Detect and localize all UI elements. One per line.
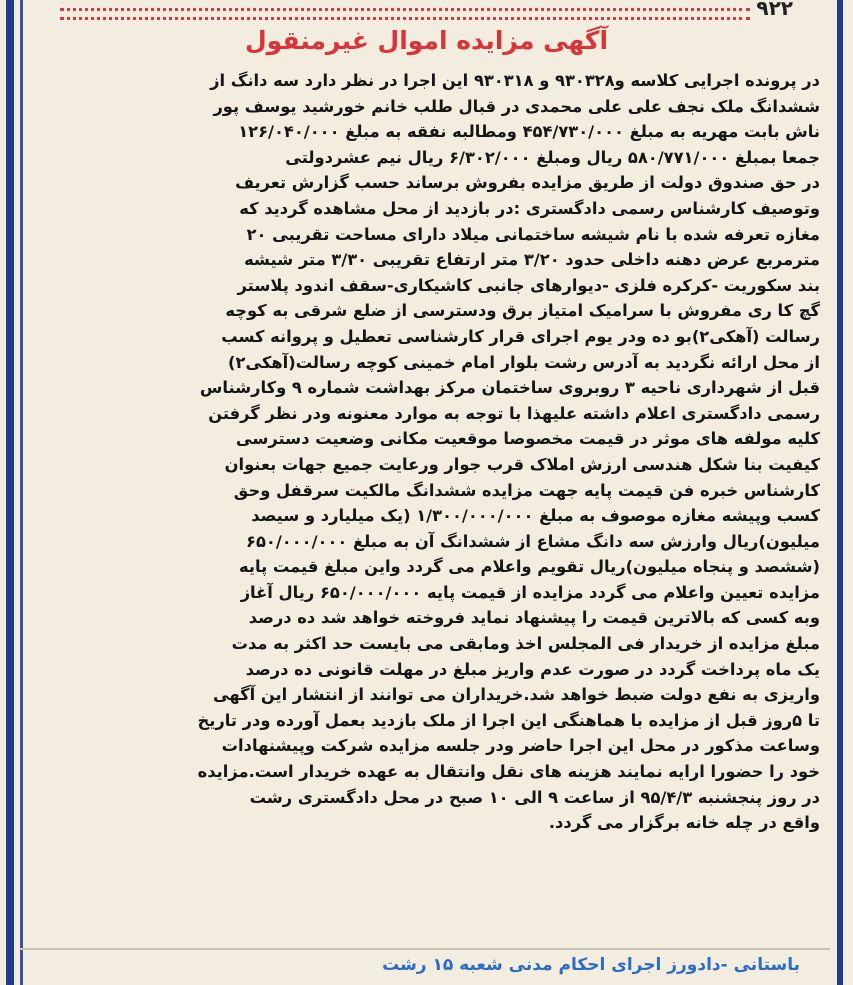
notice-body	[40, 68, 820, 836]
notice-body-line: ششدانگ ملک نجف علی علی محمدی در قبال طلب خانم خورشید یوسف پور	[213, 96, 820, 116]
notice-body-line: بند سکوریت -کرکره فلزی -دیوارهای جانبی کاشیکاری-سقف اندود پلاستر	[237, 275, 820, 295]
notice-body-line: خود را حضورا ارایه نمایند هزینه های نقل وانتقال به عهده خریدار است.مزایده	[197, 762, 820, 782]
notice-signature: باستانی -دادورز اجرای احکام مدنی شعبه ۱۵ رشت	[382, 955, 800, 975]
notice-body-line: جمعا بمبلغ ۵۸۰/۷۷۱/۰۰۰ ریال ومبلغ ۶/۳۰۲/۰۰۰ ریال نیم عشردولتی	[285, 147, 820, 167]
notice-body-line: در روز پنجشنبه ۹۵/۴/۳ از ساعت ۹ الی ۱۰ صبح در محل دادگستری رشت	[249, 787, 820, 807]
notice-body-line: مغازه تعرفه شده با نام شیشه ساختمانی میلاد دارای مساحت تقریبی ۲۰	[246, 224, 820, 244]
notice-body-line: مترمربع عرض دهنه داخلی حدود ۳/۲۰ متر ارتفاع تقریبی ۳/۳۰ متر شیشه	[244, 250, 820, 270]
notice-title: آگهی مزایده اموال غیرمنقول	[244, 26, 609, 55]
bottom-rule	[20, 948, 830, 950]
notice-body-line: واقع در چله خانه برگزار می گردد.	[548, 813, 820, 833]
notice-body-line: کارشناس خبره فن قیمت پایه جهت مزایده ششدانگ مالکیت سرقفل وحق	[233, 480, 820, 500]
notice-body-line: در حق صندوق دولت از طریق مزایده بفروش برساند حسب گزارش تعریف	[235, 173, 820, 193]
notice-body-line: (ششصد و پنجاه میلیون)ریال تقویم واعلام می گردد واین مبلغ قیمت پایه	[239, 557, 820, 577]
left-frame-border	[6, 0, 14, 985]
notice-body-line: وساعت مذکور در محل این اجرا حاضر ودر جلسه مزایده شرکت وپیشنهادات	[221, 736, 820, 756]
notice-body-line: از محل ارائه نگردید به آدرس رشت بلوار امام خمینی کوچه رسالت(آهکی۲)	[228, 352, 820, 372]
notice-body-line: مبلغ مزایده از خریدار فی المجلس اخذ ومابقی می بایست حد اکثر به مدت	[231, 634, 820, 654]
page-number: ۹۲۲	[756, 0, 793, 20]
notice-body-line: گچ کا ری مفروش با سرامیک امتیاز برق ودسترسی از ضلع شرقی به کوچه	[225, 301, 820, 321]
notice-body-line: تا ۵روز قبل از مزایده با هماهنگی این اجرا از ملک بازدید بعمل آورده ودر تاریخ	[197, 710, 820, 730]
top-dotted-rule	[60, 8, 750, 20]
notice-body-line: وتوصیف کارشناس رسمی دادگستری :در بازدید از محل مشاهده گردید که	[239, 198, 820, 218]
notice-body-line: وبه کسی که بالاترین قیمت را پیشنهاد نماید فروخته خواهد شد ده درصد	[248, 608, 820, 628]
notice-body-line: رسالت (آهکی۲)بو ده ودر یوم اجرای قرار کارشناسی تعطیل و پروانه کسب	[221, 326, 820, 346]
notice-body-line: مزایده تعیین واعلام می گردد مزایده از قیمت پایه ۶۵۰/۰۰۰/۰۰۰ ریال آغاز	[240, 582, 820, 602]
notice-body-line: کلیه مولفه های موثر در قیمت مخصوصا موقعیت مکانی وضعیت دسترسی	[235, 429, 820, 449]
notice-body-line: کسب وپیشه مغازه موصوف به مبلغ ۱/۳۰۰/۰۰۰/۰۰۰ (یک میلیارد و سیصد	[251, 506, 820, 526]
right-frame-border	[837, 0, 843, 985]
notice-body-line: رسمی دادگستری اعلام داشته علیهذا با توجه به موارد معنونه ودر نظر گرفتن	[208, 403, 820, 423]
left-frame-inner-border	[20, 0, 23, 985]
notice-body-line: در پرونده اجرایی کلاسه و۹۳۰۳۲۸ و ۹۳۰۳۱۸ این اجرا در نظر دارد سه دانگ از	[210, 71, 820, 90]
notice-body-line: واریزی به نفع دولت ضبط خواهد شد.خریداران می توانند از انتشار این آگهی	[212, 685, 820, 705]
notice-body-line: ناش بابت مهریه به مبلغ ۴۵۴/۷۳۰/۰۰۰ ومطالبه نفقه به مبلغ ۱۲۶/۰۴۰/۰۰۰	[238, 122, 820, 142]
notice-body-line: یک ماه پرداخت گردد در صورت عدم واریز مبلغ در مهلت قانونی ده درصد	[245, 659, 820, 679]
notice-body-line: میلیون)ریال وارزش سه دانگ مشاع از ششدانگ آن به مبلغ ۶۵۰/۰۰۰/۰۰۰	[246, 531, 820, 551]
notice-body-line: کیفیت بنا شکل هندسی ارزش املاک قرب جوار ورعایت جمیع جهات بعنوان	[224, 454, 820, 474]
notice-body-line: قبل از شهرداری ناحیه ۳ روبروی ساختمان مرکز بهداشت شماره ۹ وکارشناس	[199, 378, 820, 398]
